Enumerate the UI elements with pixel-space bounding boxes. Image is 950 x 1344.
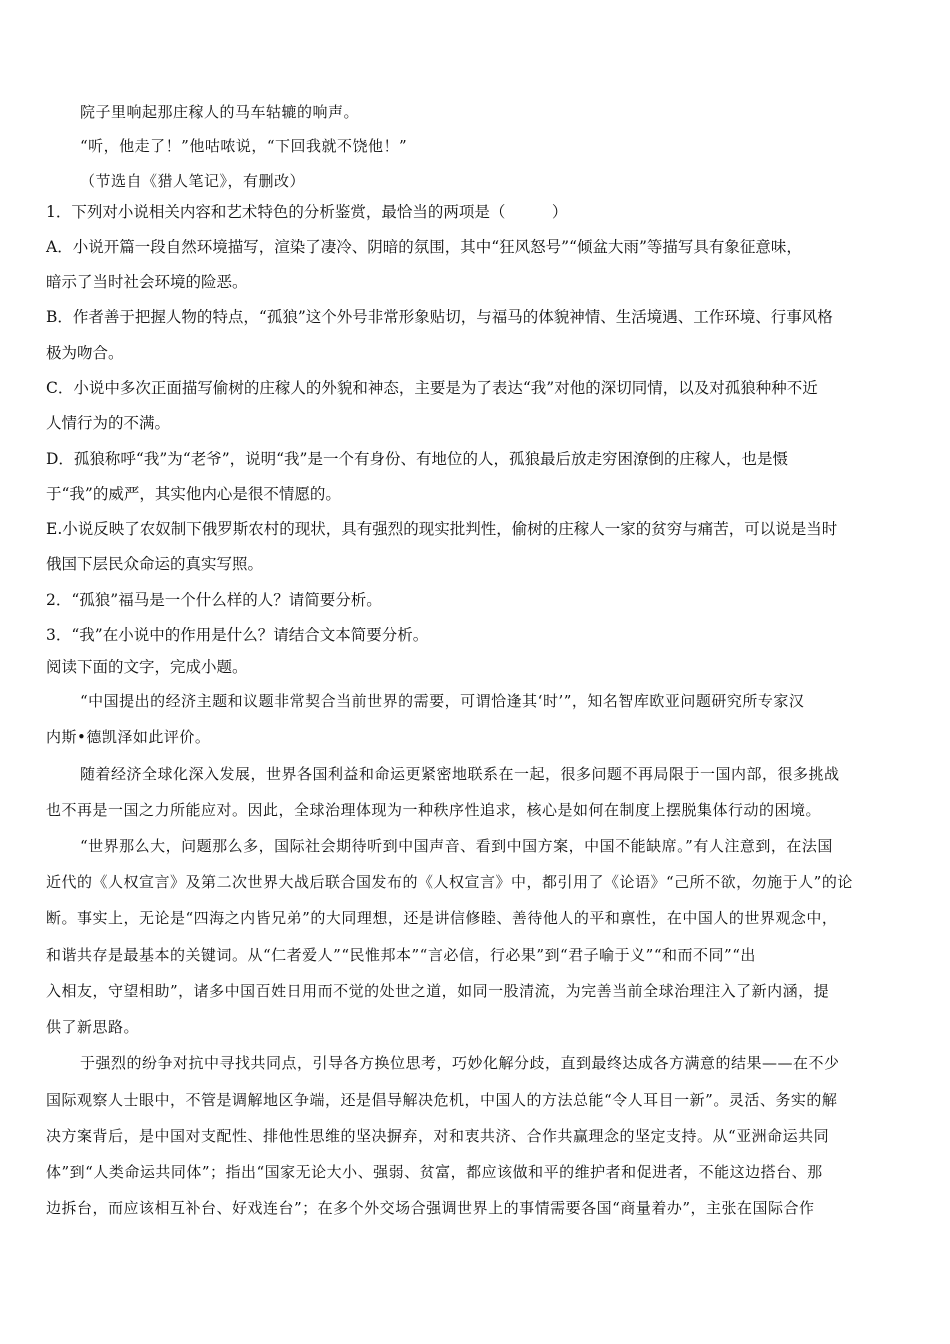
text-line: 断。事实上，无论是“四海之内皆兄弟”的大同理想，还是讲信修睦、善待他人的平和禀性，在中国人的世界观念中， [46, 909, 838, 927]
text-line: 1．下列对小说相关内容和艺术特色的分析鉴赏，最恰当的两项是（ ） [46, 203, 568, 221]
text-line: 极为吻合。 [46, 344, 124, 362]
text-line: “听，他走了！”他咕哝说，“下回我就不饶他！” [80, 137, 408, 155]
text-line: 内斯•德凯泽如此评价。 [46, 728, 211, 746]
text-line: 也不再是一国之力所能应对。因此，全球治理体现为一种秩序性追求，核心是如何在制度上摆脱集体行动的困境。 [46, 801, 822, 819]
text-line: 供了新思路。 [46, 1018, 140, 1036]
text-line: 阅读下面的文字，完成小题。 [46, 658, 248, 676]
text-line: 暗示了当时社会环境的险恶。 [46, 273, 248, 291]
text-line: C．小说中多次正面描写偷树的庄稼人的外貌和神态，主要是为了表达“我”对他的深切同情，以及对孤狼种种不近 [46, 379, 818, 397]
text-line: 决方案背后，是中国对支配性、排他性思维的坚决摒弃，对和衷共济、合作共赢理念的坚定支持。从“亚洲命运共同 [46, 1127, 830, 1145]
text-line: “中国提出的经济主题和议题非常契合当前世界的需要，可谓恰逢其‘时’”，知名智库欧亚问题研究所专家汉 [80, 692, 805, 710]
text-line: 于强烈的纷争对抗中寻找共同点，引导各方换位思考，巧妙化解分歧，直到最终达成各方满意的结果——在不少 [80, 1054, 840, 1072]
text-line: 院子里响起那庄稼人的马车轱辘的响声。 [80, 103, 360, 121]
text-line: 边拆台，而应该相互补台、好戏连台”；在多个外交场合强调世界上的事情需要各国“商量着办”，主张在国际合作 [46, 1199, 815, 1217]
text-line: 人情行为的不满。 [46, 414, 171, 432]
text-line: E.小说反映了农奴制下俄罗斯农村的现状，具有强烈的现实批判性，偷树的庄稼人一家的贫穷与痛苦，可以说是当时 [46, 520, 838, 538]
text-line: 3．“我”在小说中的作用是什么？请结合文本简要分析。 [46, 626, 429, 644]
text-line: 和谐共存是最基本的关键词。从“仁者爱人”“民惟邦本”“言必信，行必果”到“君子喻于义”“和而不同”“出 [46, 946, 756, 964]
text-line: 2．“孤狼”福马是一个什么样的人？请简要分析。 [46, 591, 382, 609]
text-line: 国际观察人士眼中，不管是调解地区争端，还是倡导解决危机，中国人的方法总能“令人耳目一新”。灵活、务实的解 [46, 1091, 838, 1109]
text-line: 入相友，守望相助”，诸多中国百姓日用而不觉的处世之道，如同一股清流，为完善当前全球治理注入了新内涵，提 [46, 982, 830, 1000]
text-line: 俄国下层民众命运的真实写照。 [46, 555, 264, 573]
text-line: B．作者善于把握人物的特点，“孤狼”这个外号非常形象贴切，与福马的体貌神情、生活境遇、工作环境、行事风格 [46, 308, 833, 326]
text-line: “世界那么大，问题那么多，国际社会期待听到中国声音、看到中国方案，中国不能缺席。”有人注意到，在法国 [80, 837, 833, 855]
text-line: （节选自《猎人笔记》，有删改） [80, 172, 306, 190]
text-line: 近代的《人权宣言》及第二次世界大战后联合国发布的《人权宣言》中，都引用了《论语》“己所不欲，勿施于人”的论 [46, 873, 853, 891]
text-line: D．孤狼称呼“我”为“老爷”，说明“我”是一个有身份、有地位的人，孤狼最后放走穷困潦倒的庄稼人，也是慑 [46, 450, 788, 468]
text-line: 于“我”的威严，其实他内心是很不情愿的。 [46, 485, 341, 503]
text-line: 随着经济全球化深入发展，世界各国利益和命运更紧密地联系在一起，很多问题不再局限于一国内部，很多挑战 [80, 765, 840, 783]
text-line: 体”到“人类命运共同体”；指出“国家无论大小、强弱、贫富，都应该做和平的维护者和促进者，不能这边搭台、那 [46, 1163, 823, 1181]
text-line: A．小说开篇一段自然环境描写，渲染了凄冷、阴暗的氛围，其中“狂风怒号”“倾盆大雨”等描写具有象征意味， [46, 238, 802, 256]
